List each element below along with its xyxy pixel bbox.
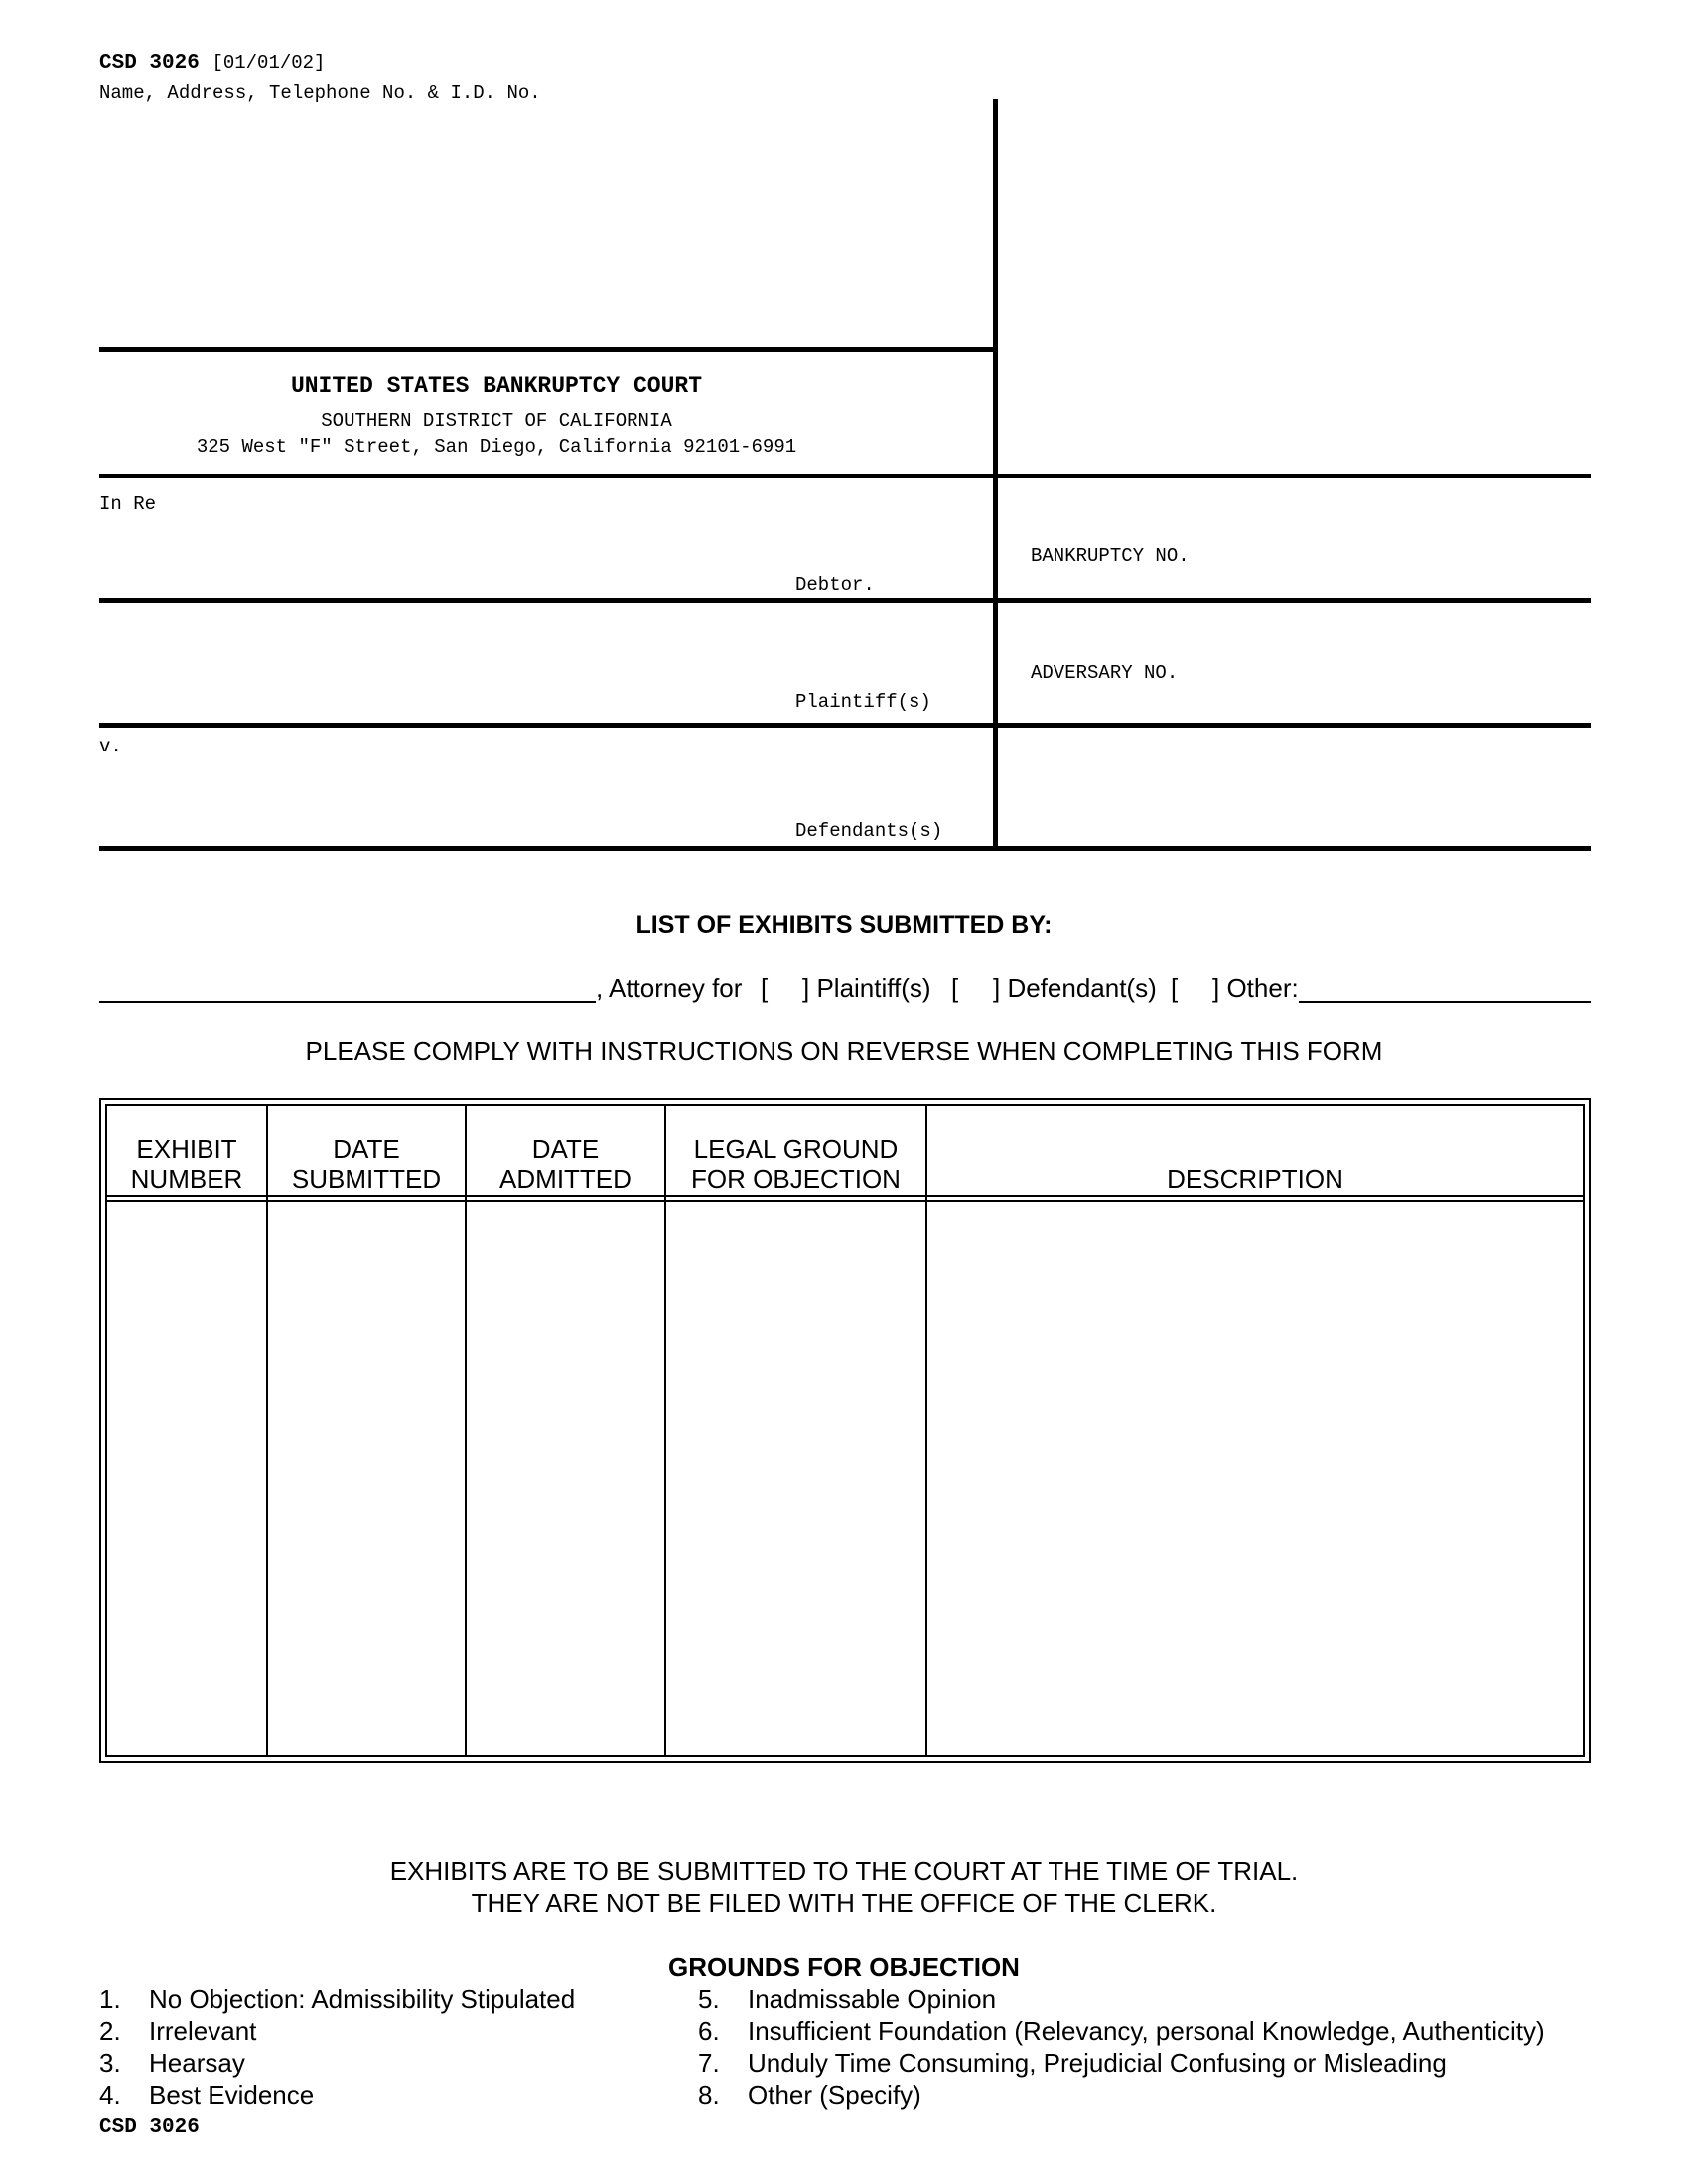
date-submitted-column[interactable] (268, 1202, 465, 1755)
ground-text: Inadmissable Opinion (748, 1984, 997, 2014)
ground-text: Other (Specify) (748, 2080, 921, 2110)
ground-number: 4. (99, 2080, 121, 2110)
form-code: CSD 3026 (99, 52, 200, 74)
grounds-title: GROUNDS FOR OBJECTION (668, 1952, 1020, 1981)
defendant-checkbox[interactable]: [ (951, 973, 959, 1003)
ground-text: Irrelevant (149, 2016, 257, 2046)
adversary-no-field[interactable] (1003, 608, 1589, 719)
ground-number: 5. (698, 1984, 720, 2014)
exhibit-number-column[interactable] (107, 1202, 266, 1755)
ground-item (698, 2080, 921, 2111)
plaintiff-label: Plaintiff(s) (795, 691, 931, 713)
plaintiff-option-label: ] Plaintiff(s) (802, 973, 931, 1003)
instructions-text: PLEASE COMPLY WITH INSTRUCTIONS ON REVERSE WHEN COMPLETING THIS FORM (305, 1036, 1383, 1066)
header-line: EXHIBIT (136, 1134, 237, 1163)
defendants-label: Defendants(s) (795, 820, 943, 842)
header-line: NUMBER (130, 1164, 243, 1194)
form-revision: [01/01/02] (211, 52, 326, 73)
ground-number: 6. (698, 2016, 720, 2046)
list-title: LIST OF EXHIBITS SUBMITTED BY: (635, 911, 1053, 939)
debtor-name-field[interactable] (99, 521, 784, 596)
header-line: DATE (531, 1134, 600, 1163)
plaintiff-checkbox[interactable]: [ (761, 973, 769, 1003)
submission-note-1: EXHIBITS ARE TO BE SUBMITTED TO THE COURT AT THE TIME OF TRIAL. (389, 1856, 1299, 1886)
ground-number: 7. (698, 2048, 720, 2078)
ground-number: 1. (99, 1984, 121, 2014)
header-legal-ground (666, 1106, 925, 1195)
ground-item (698, 1984, 996, 2015)
header-exhibit-number (107, 1106, 266, 1195)
exhibit-table (99, 1098, 1591, 1763)
versus-label: v. (99, 736, 122, 757)
defendant-name-field[interactable] (99, 764, 784, 842)
debtor-rule (99, 598, 1591, 603)
bankruptcy-no-field[interactable] (1003, 486, 1589, 596)
court-address: 325 West "F" Street, San Diego, California 92101-6991 (196, 436, 797, 458)
ground-item (698, 2016, 1545, 2047)
ground-item (99, 2080, 314, 2111)
ground-text: Best Evidence (149, 2080, 315, 2110)
court-bottom-rule (99, 474, 1591, 478)
attorney-name-field[interactable] (99, 1001, 596, 1003)
court-district: SOUTHERN DISTRICT OF CALIFORNIA (321, 410, 672, 432)
header-line: LEGAL GROUND (693, 1134, 899, 1163)
court-name: UNITED STATES BANKRUPTCY COURT (290, 373, 703, 399)
other-specify-field[interactable] (1299, 1001, 1591, 1003)
header-line: FOR OBJECTION (691, 1164, 901, 1194)
court-top-rule (99, 347, 993, 352)
bankruptcy-no-label: BANKRUPTCY NO. (1031, 545, 1190, 567)
other-option-label: ] Other: (1212, 973, 1299, 1003)
header-date-admitted (467, 1106, 664, 1195)
plaintiff-name-field[interactable] (99, 608, 784, 719)
header-divider-top (107, 1195, 1583, 1197)
adversary-no-label: ADVERSARY NO. (1031, 662, 1179, 684)
ground-item (99, 1984, 575, 2015)
debtor-label: Debtor. (795, 574, 875, 596)
ground-text: Hearsay (149, 2048, 245, 2078)
ground-text: No Objection: Admissibility Stipulated (149, 1984, 576, 2014)
ground-item (99, 2048, 245, 2079)
ground-number: 3. (99, 2048, 121, 2078)
header-description (927, 1106, 1583, 1195)
form-code-header (99, 52, 325, 74)
ground-item (99, 2016, 256, 2047)
ground-text: Unduly Time Consuming, Prejudicial Confusing or Misleading (748, 2048, 1447, 2078)
defendant-option-label: ] Defendant(s) (993, 973, 1157, 1003)
header-line: ADMITTED (499, 1164, 632, 1194)
ground-number: 8. (698, 2080, 720, 2110)
ground-text: Insufficient Foundation (Relevancy, personal Knowledge, Authenticity) (748, 2016, 1545, 2046)
form-code-footer: CSD 3026 (99, 2116, 200, 2139)
attorney-row (99, 973, 1591, 1009)
ground-item (698, 2048, 1447, 2079)
ground-number: 2. (99, 2016, 121, 2046)
name-address-label: Name, Address, Telephone No. & I.D. No. (99, 82, 541, 104)
name-address-field[interactable] (99, 114, 983, 342)
defendants-rule (99, 846, 1591, 851)
header-line: SUBMITTED (291, 1164, 442, 1194)
header-date-submitted (268, 1106, 465, 1195)
header-line: DATE (333, 1134, 400, 1163)
other-checkbox[interactable]: [ (1171, 973, 1179, 1003)
attorney-for-label: , Attorney for (596, 973, 743, 1003)
legal-ground-column[interactable] (666, 1202, 925, 1755)
header-line: DESCRIPTION (1167, 1164, 1343, 1194)
submission-note-2: THEY ARE NOT BE FILED WITH THE OFFICE OF THE CLERK. (471, 1888, 1217, 1918)
in-re-label: In Re (99, 493, 157, 515)
description-column[interactable] (927, 1202, 1583, 1755)
plaintiff-rule (99, 723, 1591, 728)
date-admitted-column[interactable] (467, 1202, 664, 1755)
exhibit-table-inner (105, 1104, 1585, 1757)
